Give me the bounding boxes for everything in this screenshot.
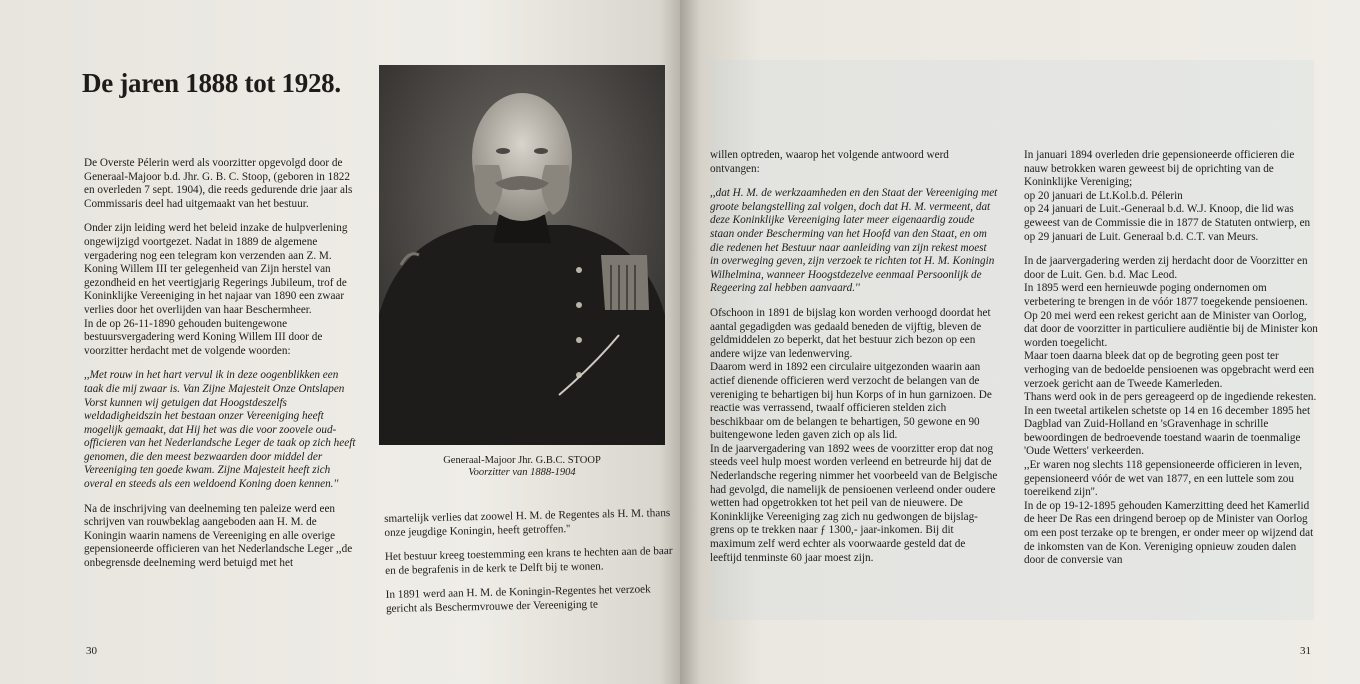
- paragraph: ,,Er waren nog slechts 118 gepensioneerde officieren in leven, gepensioneerd vóór de wet van 1877, en een luttele som zou toereikend zijn''.: [1024, 459, 1303, 499]
- paragraph: Het bestuur kreeg toestemming een krans te hechten aan de baar en de begrafenis in de kerk te Delft bij te wonen.: [384, 545, 673, 577]
- paragraph: De Overste Pélerin werd als voorzitter opgevolgd door de Generaal-Majoor b.d. Jhr. G. B. C. Stoop, (geboren in 1822 en overleden 7 sept. 1904), die reeds gedurende drie jaar als Commissaris deel had uitgemaakt van het bestuur.: [84, 157, 353, 210]
- page-number-right: 31: [1300, 645, 1311, 657]
- paragraph: In de op 26-11-1890 gehouden buitengewone bestuursvergadering werd Koning Willem III door de voorzitter herdacht met de volgende woorden:: [84, 317, 323, 357]
- right-column-1: [710, 149, 998, 576]
- paragraph: Onder zijn leiding werd het beleid inzake de hulpverlening ongewijzigd voortgezet. Nadat in 1889 de algemene vergadering nog een telegram kon verzenden aan Z. M. Koning Willem III ter gelegenheid van Zijn herstel van gezondheid en het veertigjarig Regerings Jubileum, trof de Koninklijke Vereeniging in het najaar van 1890 een zwaar verlies door het overlijden van haar Beschermheer.: [84, 222, 348, 316]
- caption-role: Voorzitter van 1888-1904: [468, 467, 576, 478]
- right-page: [680, 0, 1360, 684]
- paragraph: Maar toen daarna bleek dat op de begroting geen post ter verhoging van de bedoelde pensioenen was opgebracht werd een verzoek gericht aan de Tweede Kamerleden.: [1024, 350, 1315, 390]
- paragraph: Daarom werd in 1892 een circulaire uitgezonden waarin aan actief dienende officieren werd verzocht de belangen van de vereniging te behartigen bij hun Korps of in hun garnizoen. De reactie was verrassend, twaalf officieren stelden zich beschikbaar om de belangen te behartigen, 50 gewone en 90 buitengewone leden gaven zich op als lid.: [710, 361, 992, 442]
- paragraph: In de op 19-12-1895 gehouden Kamerzitting deed het Kamerlid de heer De Ras een dringend beroep op de Minister van Oorlog om een post terzake op te brengen, er onder meer op wijzend dat de inkomsten van de Kon. Vereniging opnieuw zouden dalen door de conversie van: [1024, 499, 1314, 567]
- paragraph: Thans werd ook in de pers gereageerd op de ingediende rekesten. In een tweetal artikelen schetste op 14 en 16 december 1895 het Dagblad van Zuid-Holland en 'sGravenhage in schrille bewoordingen de bedroevende toestand waarin de toenmalige 'Oude Wetters' verkeerden.: [1024, 391, 1317, 458]
- paragraph: Na de inschrijving van deelneming ten paleize werd een schrijven van rouwbeklag aangeboden aan H. M. de Koningin waarin namens de Vereeniging en alle overige gepensioneerde officieren van het Nederlandsche Leger ,,de onbegrensde deelneming werd betuigd met het: [84, 502, 353, 570]
- page-number-left: 30: [86, 645, 97, 657]
- paragraph: willen optreden, waarop het volgende antwoord werd ontvangen:: [710, 149, 949, 175]
- portrait-icon: [379, 65, 665, 445]
- left-column-1: [84, 157, 356, 582]
- quote-paragraph: ,,Met rouw in het hart vervul ik in deze oogenblikken een taak die mij zwaar is. Van Zijne Majesteit Onze Ontslapen Vorst kunnen wij getuigen dat Hoogstdeszelfs weldadigheidszin het bestaan onzer Vereeniging heeft mogelijk gemaakt, dat Hij het was die voor zoovele oud-officieren van het Nederlandsche Leger de taak op zich heeft genomen, die den meest bezwaarden door middel der Vereeniging ten goede kwam. Zijne Majesteit heeft zich overal en steeds als een weldoend Koning doen kennen.'': [84, 369, 356, 491]
- paragraph: op 29 januari de Luit. Generaal b.d. C.T. van Meurs.: [1024, 230, 1259, 243]
- paragraph: In de jaarvergadering werden zij herdacht door de Voorzitter en door de Luit. Gen. b.d. Mac Leod.: [1024, 255, 1308, 281]
- right-column-2: [1024, 149, 1319, 568]
- paragraph: In de jaarvergadering van 1892 wees de voorzitter erop dat nog steeds veel hulp moest worden verleend en betreurde hij dat de Nederlandsche regering nimmer het voorbeeld van de Belgische had gevolgd, die namelijk de pensioenen verleend onder oudere wetten had opgetrokken tot het peil van de nieuwere. De Koninklijke Vereeniging zag zich nu gedwongen de bijslag-grens op te trekken naar ƒ 1300,- jaar-inkomen. Bij dit maximum zelf werd echter als voorwaarde gesteld dat de leeftijd tenminste 60 jaar moest zijn.: [710, 442, 998, 564]
- photo-caption: [379, 455, 665, 479]
- paragraph: In januari 1894 overleden drie gepensioneerde officieren die nauw betrokken waren geweest bij de oprichting van de Koninklijke Vereniging;: [1024, 149, 1295, 189]
- paragraph: op 24 januari de Luit.-Generaal b.d. W.J. Knoop, die lid was geweest van de Commissie die in 1877 de Statuten ontwierp, en: [1024, 203, 1311, 229]
- paragraph: Ofschoon in 1891 de bijslag kon worden verhoogd doordat het aantal gegadigden was gedaald beneden de vijftig, bleven de geldmiddelen zo beperkt, dat het bestuur zich bezon op een andere wijze van ledenwerving.: [710, 306, 991, 360]
- chapter-title: De jaren 1888 tot 1928.: [82, 68, 341, 98]
- caption-name: Generaal-Majoor Jhr. G.B.C. STOOP: [443, 455, 601, 466]
- paragraph: In 1895 werd een hernieuwde poging ondernomen om verbetering te brengen in de vóór 1877 toegekende pensioenen. Op 20 mei werd een rekest gericht aan de Minister van Oorlog, dat door de voorzitter in particuliere audiëntie bij de Minister kon worden toegelicht.: [1024, 282, 1318, 349]
- paragraph: In 1891 werd aan H. M. de Koningin-Regentes het verzoek gericht als Beschermvrouwe der Vereeniging te: [385, 583, 651, 615]
- left-column-2: [384, 507, 674, 628]
- paragraph: op 20 januari de Lt.Kol.b.d. Pélerin: [1024, 189, 1183, 202]
- quote-paragraph: ,,dat H. M. de werkzaamheden en den Staat der Vereeniging met groote belangstelling zal volgen, doch dat H. M. vermeent, dat deze Koninklijke Vereeniging later meer eigenaardig zoude staan onder Bescherming van het Hoofd van den Staat, en om die redenen het Bestuur naar aanleiding van zijn rekest moest in overweging geven, zijn verzoek te richten tot H. M. Koningin Wilhelmina, wanneer Hoogstdezelve eenmaal Persoonlijk de Regeering zal hebben aanvaard.'': [710, 187, 998, 295]
- portrait-photo: [379, 65, 665, 445]
- paragraph: smartelijk verlies dat zoowel H. M. de Regentes als H. M. thans onze jeugdige Koningin, heeft getroffen.'': [384, 507, 671, 539]
